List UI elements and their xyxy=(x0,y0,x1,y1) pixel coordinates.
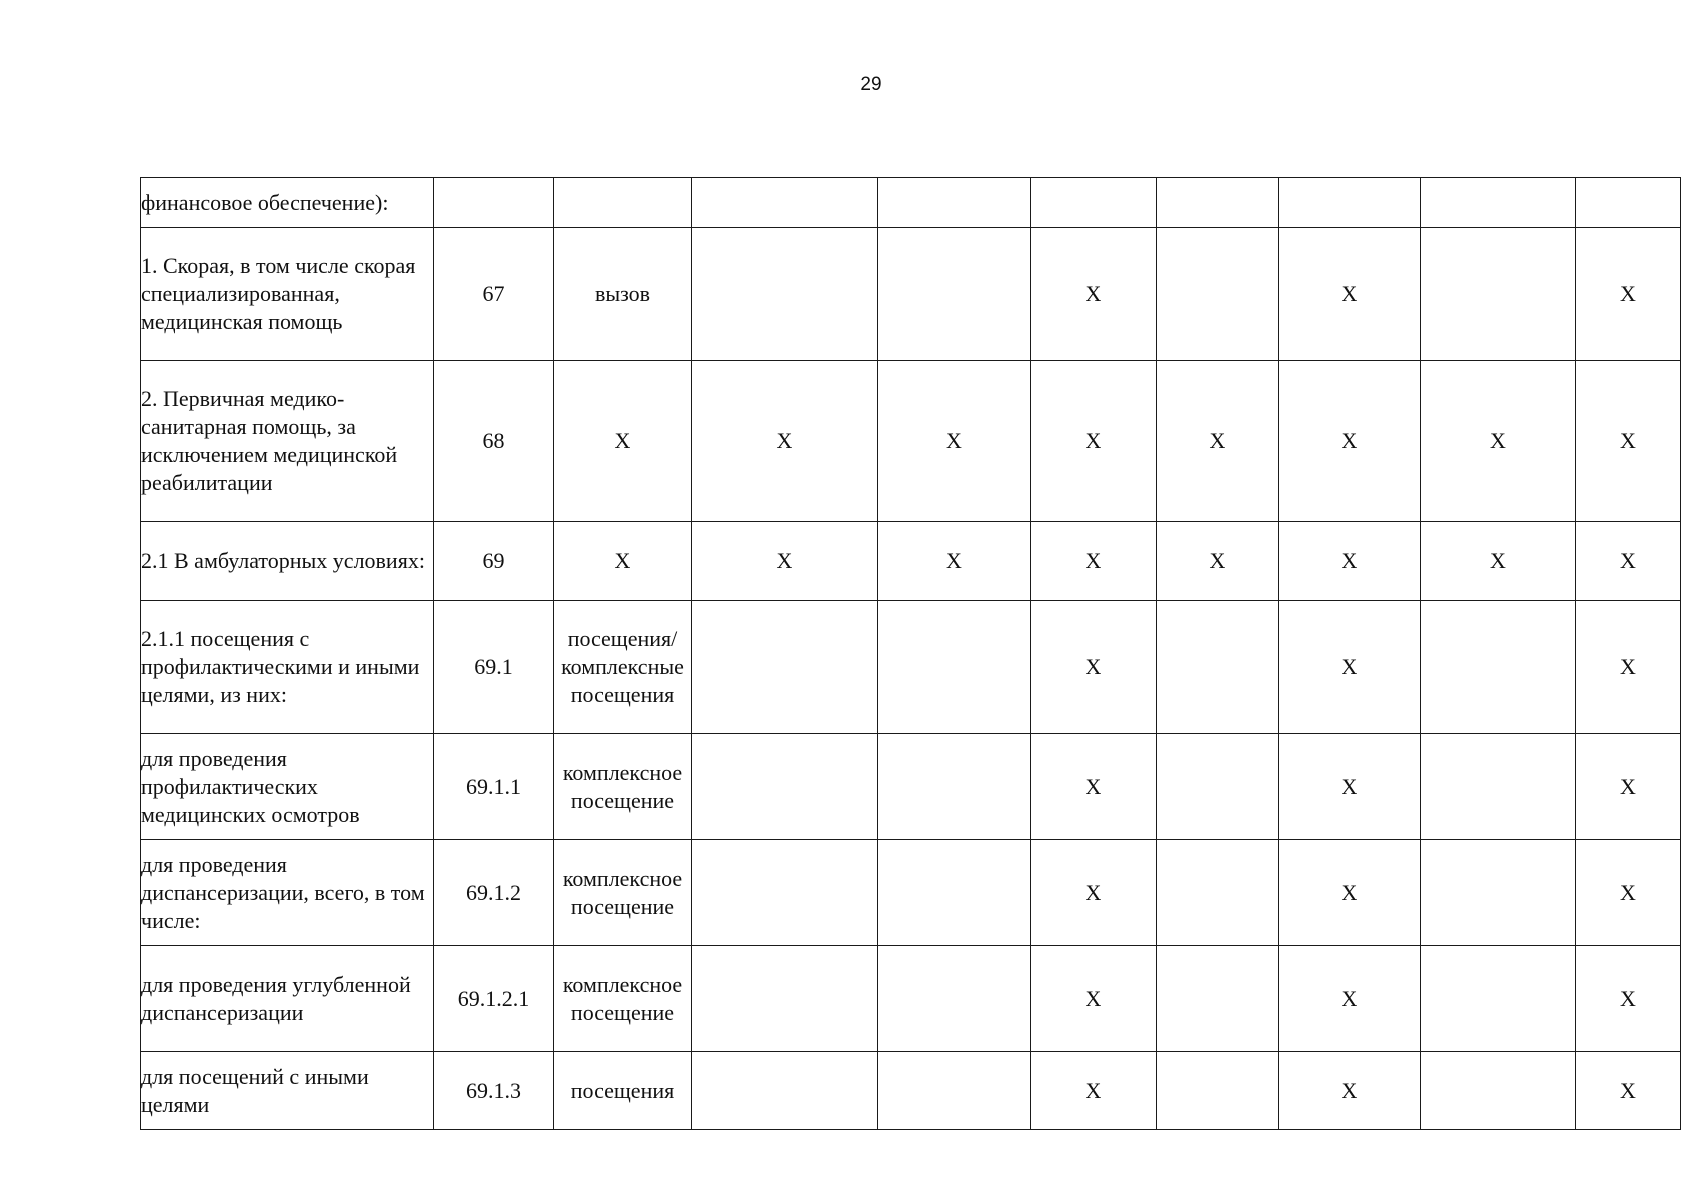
value-cell: X xyxy=(1031,361,1157,522)
value-cell xyxy=(692,601,878,734)
value-cell xyxy=(1421,228,1576,361)
value-cell: X xyxy=(1279,228,1421,361)
value-cell: X xyxy=(1279,361,1421,522)
value-cell: X xyxy=(692,522,878,601)
value-cell: X xyxy=(1421,522,1576,601)
value-cell xyxy=(1421,1052,1576,1130)
row-name: 2.1.1 посещения с профилактическими и иными целями, из них: xyxy=(141,601,434,734)
table-row xyxy=(141,228,1681,361)
value-cell: X xyxy=(1031,1052,1157,1130)
value-cell xyxy=(692,178,878,228)
value-cell: X xyxy=(1031,946,1157,1052)
row-name: 2.1 В амбулаторных условиях: xyxy=(141,522,434,601)
value-cell xyxy=(878,946,1031,1052)
value-cell xyxy=(878,228,1031,361)
row-name: для проведения диспансеризации, всего, в том числе: xyxy=(141,840,434,946)
value-cell xyxy=(1157,1052,1279,1130)
row-code: 67 xyxy=(434,228,554,361)
row-code: 69 xyxy=(434,522,554,601)
row-code: 69.1.3 xyxy=(434,1052,554,1130)
value-cell xyxy=(692,1052,878,1130)
row-code xyxy=(434,178,554,228)
value-cell xyxy=(692,840,878,946)
value-cell: X xyxy=(1279,734,1421,840)
value-cell: X xyxy=(692,361,878,522)
row-code: 69.1.2 xyxy=(434,840,554,946)
value-cell xyxy=(692,734,878,840)
value-cell: X xyxy=(1157,361,1279,522)
value-cell xyxy=(1421,840,1576,946)
value-cell: X xyxy=(1279,840,1421,946)
value-cell: X xyxy=(1279,1052,1421,1130)
value-cell xyxy=(878,734,1031,840)
value-cell xyxy=(1157,178,1279,228)
value-cell xyxy=(878,1052,1031,1130)
value-cell: X xyxy=(878,361,1031,522)
value-cell: X xyxy=(1576,522,1681,601)
value-cell: X xyxy=(1031,734,1157,840)
value-cell xyxy=(1157,601,1279,734)
value-cell: X xyxy=(1421,361,1576,522)
value-cell xyxy=(1421,946,1576,1052)
row-code: 69.1.1 xyxy=(434,734,554,840)
table-row xyxy=(141,734,1681,840)
table-row xyxy=(141,178,1681,228)
value-cell: X xyxy=(1279,522,1421,601)
value-cell xyxy=(1279,178,1421,228)
value-cell: X xyxy=(1031,522,1157,601)
value-cell: X xyxy=(1576,1052,1681,1130)
row-unit: комплексное посещение xyxy=(554,734,692,840)
value-cell xyxy=(1157,734,1279,840)
row-name: для посещений с иными целями xyxy=(141,1052,434,1130)
value-cell: X xyxy=(1576,361,1681,522)
value-cell xyxy=(1031,178,1157,228)
value-cell xyxy=(1421,734,1576,840)
value-cell xyxy=(1421,178,1576,228)
value-cell: X xyxy=(1031,840,1157,946)
row-unit xyxy=(554,178,692,228)
value-cell: X xyxy=(1279,946,1421,1052)
value-cell xyxy=(878,601,1031,734)
table-row xyxy=(141,361,1681,522)
value-cell xyxy=(878,178,1031,228)
row-unit: посещения xyxy=(554,1052,692,1130)
value-cell: X xyxy=(1279,601,1421,734)
value-cell: X xyxy=(1576,840,1681,946)
value-cell: X xyxy=(878,522,1031,601)
value-cell xyxy=(878,840,1031,946)
row-unit: комплексное посещение xyxy=(554,946,692,1052)
table-row xyxy=(141,522,1681,601)
value-cell: X xyxy=(1576,228,1681,361)
value-cell xyxy=(1157,946,1279,1052)
value-cell: X xyxy=(1576,734,1681,840)
value-cell: X xyxy=(1031,601,1157,734)
row-code: 68 xyxy=(434,361,554,522)
table-row xyxy=(141,1052,1681,1130)
value-cell xyxy=(692,228,878,361)
value-cell: X xyxy=(1576,601,1681,734)
row-unit: комплексное посещение xyxy=(554,840,692,946)
page-number: 29 xyxy=(860,74,882,95)
value-cell xyxy=(1421,601,1576,734)
row-name: для проведения профилактических медицинских осмотров xyxy=(141,734,434,840)
volume-table xyxy=(140,177,1681,1130)
value-cell: X xyxy=(1576,946,1681,1052)
value-cell: X xyxy=(1031,228,1157,361)
value-cell xyxy=(1157,228,1279,361)
row-name: 2. Первичная медико-санитарная помощь, за исключением медицинской реабилитации xyxy=(141,361,434,522)
row-unit: X xyxy=(554,522,692,601)
row-name: для проведения углубленной диспансеризации xyxy=(141,946,434,1052)
table-row xyxy=(141,840,1681,946)
row-name: 1. Скорая, в том числе скорая специализированная, медицинская помощь xyxy=(141,228,434,361)
row-unit: вызов xyxy=(554,228,692,361)
row-name: финансовое обеспечение): xyxy=(141,178,434,228)
value-cell xyxy=(692,946,878,1052)
table-row xyxy=(141,946,1681,1052)
table-row xyxy=(141,601,1681,734)
value-cell: X xyxy=(1157,522,1279,601)
value-cell xyxy=(1157,840,1279,946)
row-code: 69.1.2.1 xyxy=(434,946,554,1052)
row-code: 69.1 xyxy=(434,601,554,734)
row-unit: посещения/ комплексные посещения xyxy=(554,601,692,734)
row-unit: X xyxy=(554,361,692,522)
value-cell xyxy=(1576,178,1681,228)
